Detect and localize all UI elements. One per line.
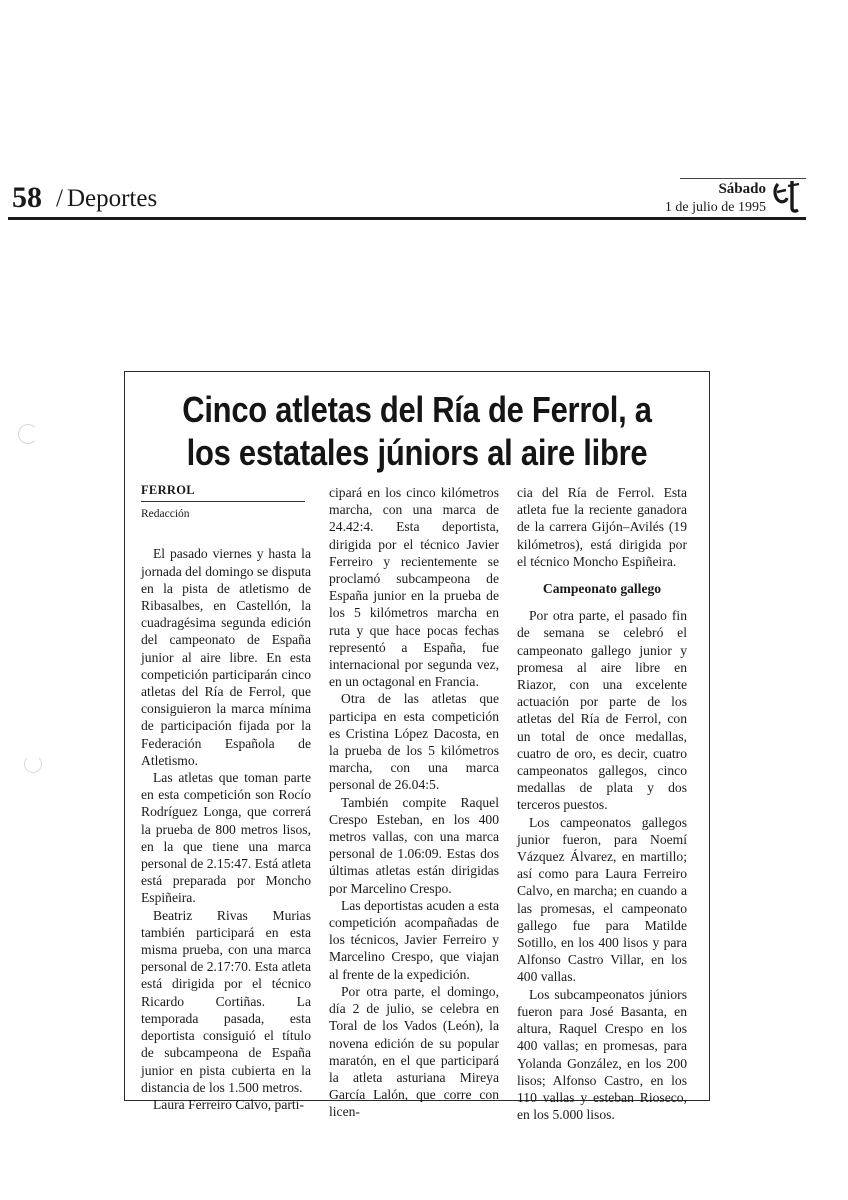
paragraph: También compite Raquel Crespo Esteban, en los 400 metros vallas, con una marca personal de 1.06:09. Estas dos últimas atletas están dirigidas por Marcelino Crespo.	[329, 794, 499, 896]
paragraph: Otra de las atletas que participa en esta competición es Cristina López Dacosta, en la prueba de los 5 kilómetros marcha, con una marca personal de 26.04:5.	[329, 691, 499, 793]
byline: Redacción	[141, 508, 190, 521]
issue-day: Sábado	[718, 181, 766, 197]
paragraph: cipará en los cinco kilómetros marcha, con una marca de 24.42:4. Esta deportista, dirigida por el técnico Javier Ferreiro y recientemente se proclamó subcampeona de España junior en la prueba de los 5 kilómetros marcha en ruta y que hace pocas fechas representó a España, fue internacional por segunda vez, en un octagonal en Francia.	[329, 485, 499, 690]
paragraph: Laura Ferreiro Calvo, parti-	[153, 1096, 304, 1112]
article-headline: Cinco atletas del Ría de Ferrol, a los estatales júniors al aire libre	[182, 389, 652, 473]
section-title: / Deportes	[56, 185, 158, 212]
page-number: 58	[12, 181, 42, 214]
paragraph: El pasado viernes y hasta la jornada del domingo se disputa en la pista de atletismo de Ribasalbes, en Castellón, la cuadragésima segunda edición del campeonato de España junior al aire libre. En esta competición participarán cinco atletas del Ría de Ferrol, que consiguieron la marca mínima de participación fijada por la Federación Española de Atletismo.	[141, 546, 311, 768]
paragraph: Por otra parte, el pasado fin de semana se celebró el campeonato gallego junior y promesa al aire libre en Riazor, con una excelente actuación por parte de los atletas del Ría de Ferrol, con un total de once medallas, cuatro de oro, es decir, cuatro campeonatos gallegos, cinco medallas de plata y dos terceros puestos.	[517, 608, 687, 813]
article-column-3	[517, 484, 687, 1123]
paragraph: cia del Ría de Ferrol. Esta atleta fue la reciente ganadora de la carrera Gijón–Avilés (19 kilómetros), está dirigida por el técnico Moncho Espiñeira.	[517, 485, 687, 569]
article-column-1	[141, 482, 311, 1113]
paragraph: Por otra parte, el domingo, día 2 de julio, se celebra en Toral de los Vados (León), la novena edición de su popular maratón, en el que participará la atleta asturiana Mireya García Lalón, que corre con licen-	[329, 983, 499, 1120]
paragraph: Los subcampeonatos júniors fueron para José Basanta, en altura, Raquel Crespo en los 400 vallas; en promesas, para Yolanda González, en los 200 lisos; Alfonso Castro, en los 110 vallas y esteban Rioseco, en los 5.000 lisos.	[517, 986, 687, 1123]
issue-date: 1 de julio de 1995	[664, 200, 766, 215]
newspaper-logo-icon	[772, 178, 802, 214]
dateline: FERROL	[141, 482, 305, 502]
paragraph: Las deportistas acuden a esta competición acompañadas de los técnicos, Javier Ferreiro y Marcelino Crespo, que viajan al frente de la expedición.	[329, 897, 499, 982]
paragraph: Beatriz Rivas Murias también participará en esta misma prueba, con una marca personal de 2.17:70. Esta atleta está dirigida por el técnico Ricardo Cortiñas. La temporada pasada, esta deportista consiguió el título de subcampeona de España junior en pista cubierta en la distancia de los 1.500 metros.	[141, 907, 311, 1095]
article-column-2	[329, 484, 499, 1121]
article-box	[124, 371, 710, 1123]
paragraph: Las atletas que toman parte en esta competición son Rocío Rodríguez Longa, que correrá la prueba de 800 metros lisos, en la que tiene una marca personal de 2.15:47. Está atleta está preparada por Moncho Espiñeira.	[141, 770, 311, 906]
punch-hole-mark	[24, 755, 42, 773]
section-name: Deportes	[66, 185, 158, 212]
paragraph: Los campeonatos gallegos junior fueron, para Noemí Vázquez Álvarez, en martillo; así como para Laura Ferreiro Calvo, en marcha; en cuando a las promesas, el campeonato gallego fue para Matilde Sotillo, en los 400 lisos y para Alfonso Castro Villar, en los 400 vallas.	[517, 814, 687, 985]
page-header	[8, 178, 806, 222]
punch-hole-mark	[18, 424, 38, 444]
header-rule	[8, 217, 806, 220]
subheading: Campeonato gallego	[542, 581, 662, 597]
header-thin-rule	[680, 178, 806, 179]
